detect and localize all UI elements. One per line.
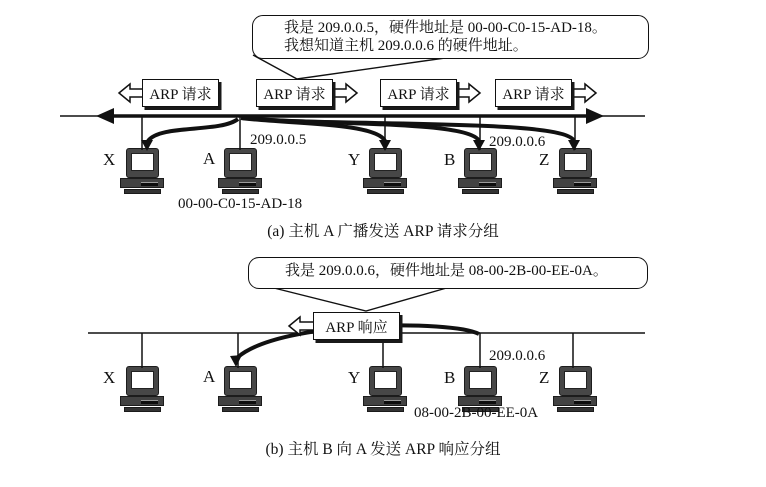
disk-slot bbox=[141, 400, 158, 404]
host-computer-icon bbox=[217, 148, 263, 200]
system-unit bbox=[120, 178, 164, 188]
arp-request-box-3: ARP 请求 bbox=[380, 79, 457, 107]
hollow-arrow-right-icon bbox=[572, 84, 596, 102]
pedestal bbox=[462, 189, 499, 194]
host-computer-icon bbox=[119, 366, 165, 418]
host-computer-icon bbox=[552, 366, 598, 418]
arp-reply-box: ARP 响应 bbox=[313, 312, 400, 340]
arp-request-box-1: ARP 请求 bbox=[142, 79, 219, 107]
system-unit bbox=[363, 178, 407, 188]
screen bbox=[469, 153, 492, 171]
ip-address-host-b: 209.0.0.6 bbox=[489, 348, 546, 364]
bubble-text-line2: 我想知道主机 209.0.0.6 的硬件地址。 bbox=[284, 38, 528, 54]
monitor bbox=[126, 366, 159, 396]
speech-bubble-arp-reply bbox=[248, 257, 648, 289]
monitor bbox=[224, 148, 257, 178]
caption-part-a: (a) 主机 A 广播发送 ARP 请求分组 bbox=[267, 223, 499, 240]
arp-request-box-2: ARP 请求 bbox=[256, 79, 333, 107]
system-unit bbox=[553, 396, 597, 406]
screen bbox=[229, 153, 252, 171]
host-label-x: X bbox=[103, 150, 116, 169]
host-computer-icon bbox=[362, 366, 408, 418]
system-unit bbox=[218, 178, 262, 188]
hollow-arrow-left-icon bbox=[289, 317, 314, 335]
screen bbox=[564, 371, 587, 389]
bubble-text-line1: 我是 209.0.0.5，硬件地址是 00-00-C0-15-AD-18。 bbox=[284, 20, 607, 36]
disk-slot bbox=[141, 182, 158, 186]
system-unit bbox=[553, 178, 597, 188]
pedestal bbox=[367, 189, 404, 194]
monitor bbox=[224, 366, 257, 396]
host-label-z: Z bbox=[539, 150, 550, 169]
bubble-text: 我是 209.0.0.6，硬件地址是 08-00-2B-00-EE-0A。 bbox=[285, 263, 608, 279]
host-computer-icon bbox=[552, 148, 598, 200]
disk-slot bbox=[384, 400, 401, 404]
host-label-b: B bbox=[444, 150, 456, 169]
hollow-arrow-right-icon bbox=[456, 84, 480, 102]
hollow-arrow-right-icon bbox=[333, 84, 357, 102]
bus-arrowhead-right bbox=[586, 108, 604, 124]
monitor bbox=[126, 148, 159, 178]
host-computer-icon bbox=[457, 148, 503, 200]
bubble-tail bbox=[270, 287, 450, 311]
pedestal bbox=[222, 189, 259, 194]
disk-slot bbox=[384, 182, 401, 186]
host-label-b: B bbox=[444, 368, 456, 387]
disk-slot bbox=[479, 400, 496, 404]
hollow-arrow-left-icon bbox=[119, 84, 143, 102]
system-unit bbox=[120, 396, 164, 406]
ip-address-host-a: 209.0.0.5 bbox=[250, 132, 307, 148]
monitor bbox=[559, 148, 592, 178]
host-computer-icon bbox=[362, 148, 408, 200]
arp-request-box-4: ARP 请求 bbox=[495, 79, 572, 107]
monitor bbox=[464, 148, 497, 178]
system-unit bbox=[218, 396, 262, 406]
host-label-z: Z bbox=[539, 368, 550, 387]
pedestal bbox=[124, 189, 161, 194]
pedestal bbox=[557, 407, 594, 412]
caption-part-b: (b) 主机 B 向 A 发送 ARP 响应分组 bbox=[265, 441, 501, 458]
monitor bbox=[464, 366, 497, 396]
pedestal bbox=[367, 407, 404, 412]
monitor bbox=[369, 366, 402, 396]
pedestal bbox=[222, 407, 259, 412]
disk-slot bbox=[239, 400, 256, 404]
disk-slot bbox=[574, 182, 591, 186]
screen bbox=[131, 371, 154, 389]
screen bbox=[469, 371, 492, 389]
host-label-y: Y bbox=[348, 368, 361, 387]
screen bbox=[229, 371, 252, 389]
screen bbox=[374, 153, 397, 171]
system-unit bbox=[363, 396, 407, 406]
screen bbox=[564, 153, 587, 171]
speech-bubble-arp-request bbox=[252, 15, 649, 59]
system-unit bbox=[458, 178, 502, 188]
disk-slot bbox=[239, 182, 256, 186]
monitor bbox=[369, 148, 402, 178]
bus-arrowhead-left bbox=[96, 108, 114, 124]
host-computer-icon bbox=[119, 148, 165, 200]
disk-slot bbox=[479, 182, 496, 186]
broadcast-arrow-to-x bbox=[148, 119, 238, 141]
screen bbox=[131, 153, 154, 171]
mac-address-host-b: 08-00-2B-00-EE-0A bbox=[414, 405, 539, 421]
mac-address-host-a: 00-00-C0-15-AD-18 bbox=[178, 196, 303, 212]
monitor bbox=[559, 366, 592, 396]
host-label-a: A bbox=[203, 367, 216, 386]
ip-address-host-b: 209.0.0.6 bbox=[489, 134, 546, 150]
host-computer-icon bbox=[217, 366, 263, 418]
screen bbox=[374, 371, 397, 389]
pedestal bbox=[557, 189, 594, 194]
host-label-y: Y bbox=[348, 150, 361, 169]
host-label-a: A bbox=[203, 149, 216, 168]
host-label-x: X bbox=[103, 368, 116, 387]
pedestal bbox=[124, 407, 161, 412]
disk-slot bbox=[574, 400, 591, 404]
